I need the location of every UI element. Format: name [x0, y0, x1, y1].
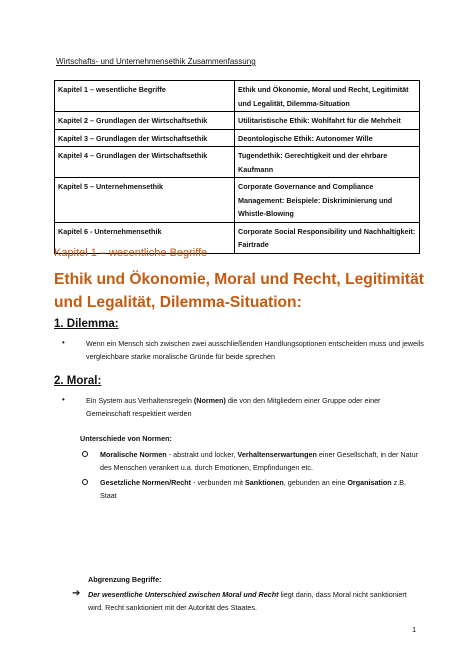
text-run-bold: Organisation [347, 478, 392, 487]
section-heading-dilemma: 1. Dilemma: [54, 318, 119, 330]
table-cell: Kapitel 1 – wesentliche Begriffe [55, 81, 235, 112]
table-cell: Corporate Governance and Compliance Management: Beispiele: Diskriminierung und Whistle-Blowing [235, 178, 420, 223]
text-run: - abstrakt und locker, [166, 450, 238, 459]
table-cell: Kapitel 5 – Unternehmensethik [55, 178, 235, 223]
table-row [55, 112, 420, 130]
table-cell: Utilitaristische Ethik: Wohlfahrt für die Mehrheit [235, 112, 420, 130]
text-run: , gebunden an eine [283, 478, 348, 487]
list-item [54, 394, 424, 420]
moral-definition [86, 394, 424, 420]
text-run: z.B. Staat [100, 478, 407, 500]
table-cell: Ethik und Ökonomie, Moral und Recht, Legitimität und Legalität, Dilemma-Situation [235, 81, 420, 112]
chapter-heading: Kapitel 1 – wesentliche Begriffe [54, 247, 208, 259]
table-cell: Kapitel 3 – Grundlagen der Wirtschaftsethik [55, 129, 235, 147]
table-cell: Kapitel 2 – Grundlagen der Wirtschaftsethik [55, 112, 235, 130]
table-row [55, 147, 420, 178]
table-row [55, 81, 420, 112]
table-cell: Corporate Social Responsibility und Nachhaltigkeit: Fairtrade [235, 222, 420, 253]
norm-moral [100, 448, 420, 474]
text-run-emphasis: Der wesentliche Unterschied zwischen Moral und Recht [88, 590, 279, 599]
document-title: Wirtschafts- und Unternehmensethik Zusammenfassung [56, 57, 256, 66]
table-cell: Tugendethik: Gerechtigkeit und der ehrbare Kaufmann [235, 147, 420, 178]
text-run: - verbunden mit [191, 478, 246, 487]
circle-bullet-icon [82, 451, 88, 457]
circle-bullet-icon [82, 479, 88, 485]
page-number: 1 [412, 625, 417, 634]
text-run: Ein System aus Verhaltensregeln [86, 396, 194, 405]
text-run: liegt darin, dass Moral nicht sanktioniert wird. Recht sanktioniert mit der Autorität des Staates. [88, 590, 407, 612]
bullet-dot-icon: • [62, 338, 65, 347]
table-cell: Deontologische Ethik: Autonomer Wille [235, 129, 420, 147]
table-row [55, 178, 420, 223]
overview-table [54, 80, 420, 254]
text-run-bold: Verhaltenserwartungen [237, 450, 317, 459]
text-run: die von den Mitgliedern einer Gruppe oder einer Gemeinschaft respektiert werden [86, 396, 381, 418]
text-run-bold: (Normen) [193, 396, 226, 405]
abgrenzung-text [88, 588, 422, 614]
abgrenzung-label: Abgrenzung Begriffe: [88, 575, 162, 584]
text-run-bold: Moralische Normen [100, 450, 167, 459]
norms-subheading: Unterschiede von Normen: [80, 434, 172, 443]
norm-legal [100, 476, 420, 502]
list-item [72, 588, 422, 614]
list-item [54, 337, 424, 363]
table-row [55, 129, 420, 147]
dilemma-definition: Wenn ein Mensch sich zwischen zwei ausschließenden Handlungsoptionen entscheiden muss und jeweils vergleichbare starke moralische Gründe für beide sprechen [86, 339, 424, 361]
main-heading: Ethik und Ökonomie, Moral und Recht, Legitimität und Legalität, Dilemma-Situation: [54, 271, 424, 311]
table-cell: Kapitel 4 – Grundlagen der Wirtschaftsethik [55, 147, 235, 178]
right-arrow-icon: ➔ [72, 588, 81, 599]
text-run-bold: Gesetzliche Normen/Recht [100, 478, 192, 487]
table-cell: Kapitel 6 - Unternehmensethik [55, 222, 235, 253]
section-heading-moral: 2. Moral: [54, 375, 102, 387]
text-run-bold: Sanktionen [245, 478, 284, 487]
list-item [80, 476, 420, 502]
text-run: einer Gesellschaft, in der Natur des Menschen verankert u.a. durch Emotionen, Empfindungen etc. [100, 450, 418, 472]
list-item [80, 448, 420, 474]
bullet-dot-icon: • [62, 395, 65, 404]
